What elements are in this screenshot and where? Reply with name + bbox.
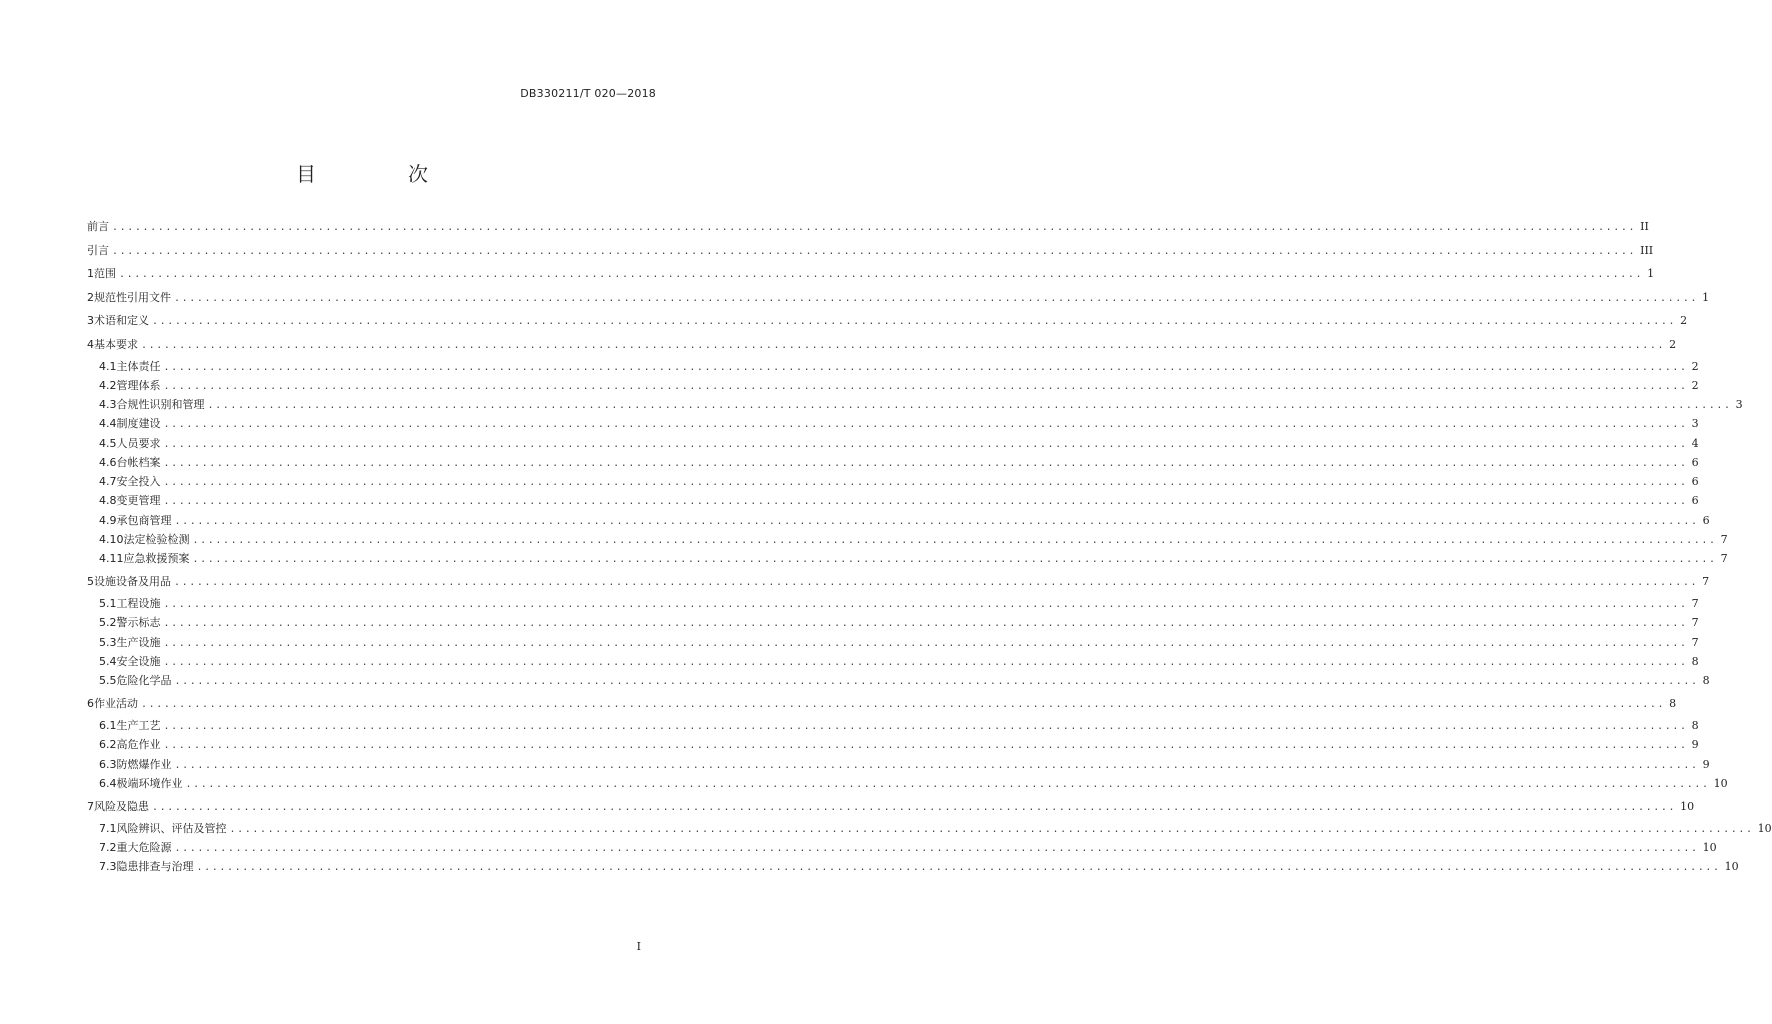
toc-entry-label: 风险辨识、评估及管控 bbox=[116, 821, 227, 835]
toc-entry bbox=[99, 416, 1699, 432]
dot-leader: ........................................................................................................................................................................................................ bbox=[163, 599, 1688, 610]
toc-entry-label: 防燃爆作业 bbox=[116, 757, 172, 771]
toc-entry bbox=[99, 821, 1772, 837]
toc-entry-page: 10 bbox=[1680, 799, 1695, 813]
dot-leader: ........................................................................................................................................................................................................ bbox=[163, 380, 1688, 392]
toc-entry-number: 4.7 bbox=[99, 475, 117, 488]
toc-entry-page: 7 bbox=[1691, 635, 1699, 649]
dot-leader: ........................................................................................................................................................................................................ bbox=[163, 740, 1688, 752]
dot-leader: ........................................................................................................................................................................................................ bbox=[119, 269, 1644, 280]
toc-entry-label: 警示标志 bbox=[116, 616, 161, 630]
dot-leader: ........................................................................................................................................................................................................ bbox=[112, 222, 1637, 233]
dot-leader: ........................................................................................................................................................................................................ bbox=[152, 801, 1677, 813]
toc-entry-label: 作业活动 bbox=[94, 697, 138, 710]
toc-entry bbox=[99, 757, 1710, 773]
dot-leader: ........................................................................................................................................................................................................ bbox=[207, 400, 1732, 411]
toc-entry bbox=[99, 840, 1717, 856]
toc-entry-number: 5.5 bbox=[99, 674, 117, 687]
toc-entry bbox=[99, 513, 1710, 529]
toc-entry bbox=[99, 359, 1699, 375]
toc-entry-label: 术语和定义 bbox=[94, 314, 149, 327]
toc-entry-page: 3 bbox=[1691, 417, 1699, 431]
toc-entry-number: 5.1 bbox=[99, 597, 117, 610]
dot-leader: ........................................................................................................................................................................................................ bbox=[163, 419, 1688, 431]
toc-entry-number: 6.1 bbox=[99, 719, 117, 732]
toc-entry-page: 9 bbox=[1691, 738, 1699, 752]
toc-entry bbox=[87, 574, 1710, 590]
toc-entry-label: 风险及隐患 bbox=[94, 799, 149, 813]
toc-entry-page: 6 bbox=[1702, 513, 1710, 527]
dot-leader: ........................................................................................................................................................................................................ bbox=[174, 292, 1699, 304]
toc-entry-number: 7.3 bbox=[99, 860, 117, 874]
toc-entry-number: 7 bbox=[87, 799, 94, 813]
dot-leader: ........................................................................................................................................................................................................ bbox=[163, 438, 1688, 450]
toc-entry-number: 4.5 bbox=[99, 436, 117, 450]
toc-entry-number: 5.3 bbox=[99, 635, 117, 649]
toc-entry-page: 9 bbox=[1702, 757, 1710, 771]
toc-entry bbox=[87, 313, 1688, 329]
toc-entry-label: 前言 bbox=[87, 220, 109, 233]
toc-entry bbox=[99, 718, 1699, 734]
toc-entry-page: 2 bbox=[1691, 359, 1699, 373]
dot-leader: ........................................................................................................................................................................................................ bbox=[163, 618, 1688, 630]
toc-entry-label: 重大危险源 bbox=[116, 841, 172, 854]
toc-entry bbox=[99, 455, 1699, 471]
toc-entry-label: 规范性引用文件 bbox=[94, 290, 171, 304]
toc-entry-number: 6.4 bbox=[99, 776, 117, 790]
toc-entry-page: 7 bbox=[1691, 597, 1699, 610]
toc-entry-number: 3 bbox=[87, 314, 94, 327]
dot-leader: ........................................................................................................................................................................................................ bbox=[192, 534, 1717, 546]
dot-leader: ........................................................................................................................................................................................................ bbox=[152, 316, 1677, 327]
table-of-contents bbox=[87, 0, 1772, 1024]
dot-leader: ........................................................................................................................................................................................................ bbox=[141, 339, 1666, 351]
toc-entry-label: 范围 bbox=[94, 267, 116, 280]
toc-entry-label: 工程设施 bbox=[116, 597, 161, 610]
toc-entry-page: 7 bbox=[1720, 532, 1728, 546]
dot-leader: ........................................................................................................................................................................................................ bbox=[163, 721, 1688, 732]
toc-entry-number: 4.1 bbox=[99, 359, 117, 373]
dot-leader: ........................................................................................................................................................................................................ bbox=[112, 245, 1637, 257]
standard-code: DB330211/T 020—2018 bbox=[520, 87, 656, 100]
toc-entry bbox=[99, 737, 1699, 753]
dot-leader: ........................................................................................................................................................................................................ bbox=[174, 577, 1699, 588]
toc-entry-label: 承包商管理 bbox=[116, 513, 172, 527]
toc-entry bbox=[87, 290, 1710, 306]
toc-entry-page: II bbox=[1640, 220, 1649, 233]
toc-entry bbox=[99, 378, 1699, 394]
toc-entry bbox=[99, 493, 1699, 509]
dot-leader: ........................................................................................................................................................................................................ bbox=[192, 554, 1717, 565]
toc-entry-label: 应急救援预案 bbox=[123, 552, 190, 565]
dot-leader: ........................................................................................................................................................................................................ bbox=[163, 656, 1688, 668]
toc-entry bbox=[99, 615, 1699, 631]
dot-leader: ........................................................................................................................................................................................................ bbox=[163, 637, 1688, 649]
toc-entry-number: 6.2 bbox=[99, 738, 117, 752]
toc-entry bbox=[99, 596, 1699, 612]
toc-entry-number: 5.4 bbox=[99, 654, 117, 668]
toc-entry bbox=[87, 219, 1649, 235]
toc-entry-label: 设施设备及用品 bbox=[94, 575, 171, 588]
toc-entry-label: 制度建设 bbox=[116, 417, 161, 431]
toc-entry-label: 极端环境作业 bbox=[116, 776, 183, 790]
dot-leader: ........................................................................................................................................................................................................ bbox=[163, 361, 1688, 373]
toc-entry-label: 安全投入 bbox=[116, 475, 161, 488]
toc-entry-page: 3 bbox=[1735, 398, 1743, 411]
toc-entry-number: 6 bbox=[87, 697, 94, 710]
toc-entry-number: 1 bbox=[87, 267, 94, 280]
toc-entry-page: 8 bbox=[1691, 719, 1699, 732]
toc-entry-number: 4.8 bbox=[99, 494, 117, 508]
toc-entry bbox=[87, 243, 1654, 259]
toc-entry-number: 5 bbox=[87, 575, 94, 588]
toc-entry-page: III bbox=[1640, 243, 1654, 257]
toc-entry bbox=[99, 635, 1699, 651]
toc-entry bbox=[87, 799, 1695, 815]
toc-entry-number: 4.11 bbox=[99, 552, 124, 565]
toc-entry-page: 10 bbox=[1702, 841, 1717, 854]
toc-entry-number: 4.4 bbox=[99, 417, 117, 431]
toc-entry-page: 1 bbox=[1702, 290, 1710, 304]
toc-entry-number: 4.9 bbox=[99, 513, 117, 527]
toc-entry-label: 隐患排查与治理 bbox=[116, 860, 194, 874]
toc-entry bbox=[99, 436, 1699, 452]
toc-entry-page: 8 bbox=[1691, 654, 1699, 668]
toc-entry-number: 4.3 bbox=[99, 398, 117, 411]
toc-entry-page: 2 bbox=[1669, 337, 1677, 351]
page-title: 目 次 bbox=[296, 162, 464, 186]
toc-entry-number: 4.6 bbox=[99, 455, 117, 469]
toc-entry-page: 1 bbox=[1647, 267, 1655, 280]
dot-leader: ........................................................................................................................................................................................................ bbox=[229, 823, 1754, 835]
toc-entry-page: 10 bbox=[1713, 776, 1728, 790]
toc-entry-number: 5.2 bbox=[99, 616, 117, 630]
toc-entry-page: 7 bbox=[1691, 616, 1699, 630]
toc-entry-label: 主体责任 bbox=[116, 359, 161, 373]
dot-leader: ........................................................................................................................................................................................................ bbox=[174, 676, 1699, 687]
toc-entry-label: 生产工艺 bbox=[116, 719, 161, 732]
toc-entry-page: 6 bbox=[1691, 455, 1699, 469]
toc-entry-number: 4.10 bbox=[99, 532, 124, 546]
toc-entry-page: 10 bbox=[1757, 821, 1772, 835]
toc-entry-number: 7.2 bbox=[99, 841, 117, 854]
toc-entry-label: 台帐档案 bbox=[116, 455, 161, 469]
dot-leader: ........................................................................................................................................................................................................ bbox=[163, 457, 1688, 469]
toc-entry-number: 6.3 bbox=[99, 757, 117, 771]
toc-entry-number: 4 bbox=[87, 337, 94, 351]
toc-entry-page: 2 bbox=[1691, 378, 1699, 392]
toc-entry bbox=[99, 673, 1710, 689]
dot-leader: ........................................................................................................................................................................................................ bbox=[174, 843, 1699, 854]
toc-entry-page: 8 bbox=[1702, 674, 1710, 687]
toc-entry-label: 人员要求 bbox=[116, 436, 161, 450]
toc-entry bbox=[87, 337, 1677, 353]
toc-entry-label: 高危作业 bbox=[116, 738, 161, 752]
toc-entry-page: 4 bbox=[1691, 436, 1699, 450]
toc-entry bbox=[99, 532, 1728, 548]
toc-entry-label: 危险化学品 bbox=[116, 674, 172, 687]
toc-entry-page: 7 bbox=[1720, 552, 1728, 565]
dot-leader: ........................................................................................................................................................................................................ bbox=[174, 515, 1699, 527]
toc-entry-label: 合规性识别和管理 bbox=[116, 398, 205, 411]
toc-entry-label: 变更管理 bbox=[116, 494, 161, 508]
toc-entry bbox=[99, 859, 1739, 875]
toc-entry-label: 法定检验检测 bbox=[123, 532, 190, 546]
toc-entry-page: 6 bbox=[1691, 494, 1699, 508]
toc-entry-number: 7.1 bbox=[99, 821, 117, 835]
toc-entry bbox=[99, 397, 1743, 413]
footer-page-number: I bbox=[636, 940, 641, 953]
toc-entry-page: 8 bbox=[1669, 697, 1677, 710]
toc-entry-number: 2 bbox=[87, 290, 94, 304]
toc-entry-number: 4.2 bbox=[99, 378, 117, 392]
toc-entry-page: 10 bbox=[1724, 860, 1739, 874]
toc-entry-label: 安全设施 bbox=[116, 654, 161, 668]
toc-entry-page: 6 bbox=[1691, 475, 1699, 488]
toc-entry-page: 2 bbox=[1680, 314, 1688, 327]
toc-entry-page: 7 bbox=[1702, 575, 1710, 588]
toc-entry bbox=[87, 696, 1677, 712]
dot-leader: ........................................................................................................................................................................................................ bbox=[196, 862, 1721, 874]
dot-leader: ........................................................................................................................................................................................................ bbox=[174, 759, 1699, 771]
toc-entry bbox=[99, 776, 1728, 792]
toc-entry bbox=[99, 654, 1699, 670]
toc-entry-label: 基本要求 bbox=[94, 337, 138, 351]
toc-entry bbox=[99, 474, 1699, 490]
toc-entry-label: 生产设施 bbox=[116, 635, 161, 649]
toc-entry-label: 引言 bbox=[87, 243, 109, 257]
toc-entry bbox=[87, 266, 1655, 282]
dot-leader: ........................................................................................................................................................................................................ bbox=[185, 778, 1710, 790]
dot-leader: ........................................................................................................................................................................................................ bbox=[163, 477, 1688, 488]
dot-leader: ........................................................................................................................................................................................................ bbox=[163, 496, 1688, 508]
dot-leader: ........................................................................................................................................................................................................ bbox=[141, 699, 1666, 710]
toc-entry bbox=[99, 551, 1728, 567]
toc-entry-label: 管理体系 bbox=[116, 378, 161, 392]
